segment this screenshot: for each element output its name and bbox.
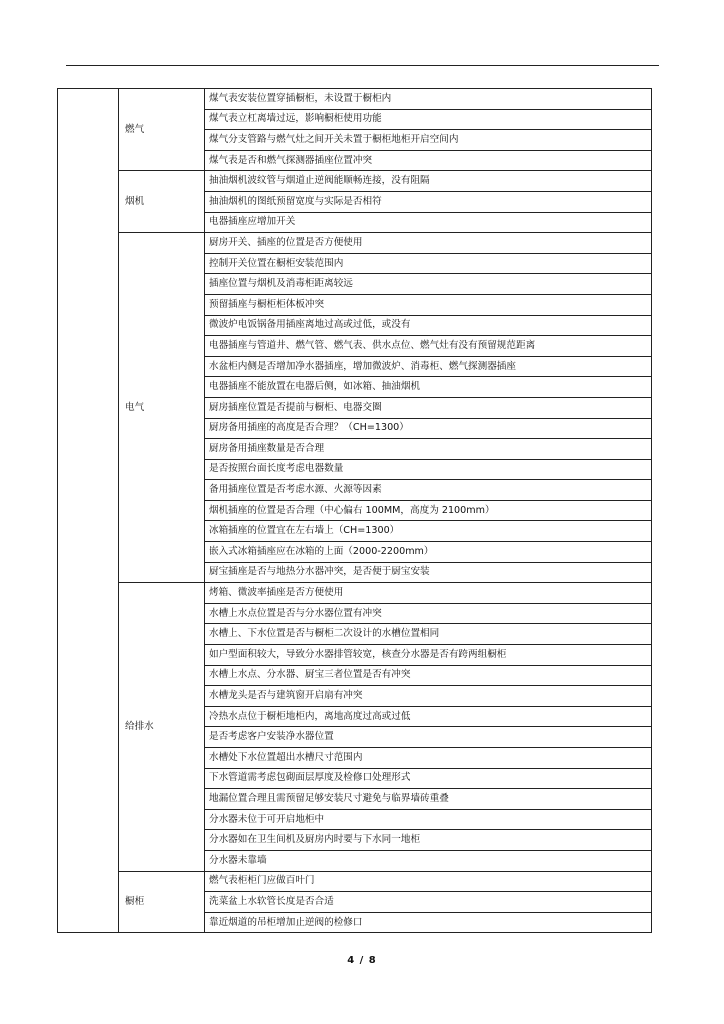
check-item: 煤气表安装位置穿插橱柜，未设置于橱柜内 — [205, 89, 652, 110]
table-row — [58, 89, 652, 110]
check-item: 是否按照台面长度考虑电器数量 — [205, 459, 652, 480]
check-item: 是否考虑客户安装净水器位置 — [205, 727, 652, 748]
check-item: 水槽龙头是否与建筑窗开启扇有冲突 — [205, 686, 652, 707]
check-item: 水槽处下水位置超出水槽尺寸范围内 — [205, 748, 652, 769]
check-item: 地漏位置合理且需预留足够安装尺寸避免与临界墙砖重叠 — [205, 789, 652, 810]
check-item: 厨房插座位置是否提前与橱柜、电器交圈 — [205, 397, 652, 418]
check-item: 电器插座应增加开关 — [205, 212, 652, 233]
page-number: 4 / 8 — [347, 955, 377, 966]
table-row — [58, 871, 652, 892]
check-item: 厨房备用插座数量是否合理 — [205, 439, 652, 460]
check-item: 嵌入式冰箱插座应在冰箱的上面（2000-2200mm） — [205, 542, 652, 563]
check-item: 烤箱、微波率插座是否方便使用 — [205, 583, 652, 604]
check-item: 洗菜盆上水软管长度是否合适 — [205, 892, 652, 913]
check-item: 分水器未位于可开启地柜中 — [205, 809, 652, 830]
check-item: 冰箱插座的位置宜在左右墙上（CH=1300） — [205, 521, 652, 542]
check-item: 靠近烟道的吊柜增加止逆阀的检修口 — [205, 912, 652, 933]
check-item: 备用插座位置是否考虑水源、火源等因素 — [205, 480, 652, 501]
check-item: 控制开关位置在橱柜安装范围内 — [205, 253, 652, 274]
check-item: 微波炉电饭锅备用插座离地过高或过低，或没有 — [205, 315, 652, 336]
check-item: 水盆柜内侧是否增加净水器插座，增加微波炉、消毒柜、燃气探测器插座 — [205, 356, 652, 377]
table-row — [58, 171, 652, 192]
checklist-table — [57, 88, 652, 933]
check-item: 厨宝插座是否与地热分水器冲突，是否便于厨宝安装 — [205, 562, 652, 583]
check-item: 电器插座与管道井、燃气管、燃气表、供水点位、燃气灶有没有预留规范距离 — [205, 336, 652, 357]
category-cell: 燃气 — [119, 89, 205, 171]
check-item: 预留插座与橱柜柜体板冲突 — [205, 294, 652, 315]
check-item: 煤气表是否和燃气探测器插座位置冲突 — [205, 150, 652, 171]
check-item: 下水管道需考虑包砌面层厚度及检修口处理形式 — [205, 768, 652, 789]
header-rule — [66, 65, 659, 66]
check-item: 水槽上水点、分水器、厨宝三者位置是否有冲突 — [205, 665, 652, 686]
check-item: 水槽上、下水位置是否与橱柜二次设计的水槽位置相同 — [205, 624, 652, 645]
check-item: 煤气表立杠离墙过远，影响橱柜使用功能 — [205, 109, 652, 130]
table-row — [58, 583, 652, 604]
check-item: 如户型面积较大，导致分水器排管较宽，核查分水器是否有跨两组橱柜 — [205, 645, 652, 666]
check-item: 分水器如在卫生间机及厨房内时要与下水同一地柜 — [205, 830, 652, 851]
category-cell: 烟机 — [119, 171, 205, 233]
table-row — [58, 233, 652, 254]
check-item: 燃气表柜柜门应做百叶门 — [205, 871, 652, 892]
section-cell — [58, 89, 119, 933]
check-item: 插座位置与烟机及消毒柜距离较远 — [205, 274, 652, 295]
check-item: 水槽上水点位置是否与分水器位置有冲突 — [205, 603, 652, 624]
category-cell: 给排水 — [119, 583, 205, 871]
category-cell: 橱柜 — [119, 871, 205, 933]
check-item: 厨房备用插座的高度是否合理？（CH=1300） — [205, 418, 652, 439]
check-item: 冷热水点位于橱柜地柜内，离地高度过高或过低 — [205, 706, 652, 727]
check-item: 烟机插座的位置是否合理（中心偏右 100MM，高度为 2100mm） — [205, 500, 652, 521]
check-item: 分水器未靠墙 — [205, 850, 652, 871]
category-cell: 电气 — [119, 233, 205, 583]
check-item: 厨房开关、插座的位置是否方便使用 — [205, 233, 652, 254]
check-item: 抽油烟机波纹管与烟道止逆阀能顺畅连接，没有阻隔 — [205, 171, 652, 192]
check-item: 煤气分支管路与燃气灶之间开关未置于橱柜地柜开启空间内 — [205, 130, 652, 151]
check-item: 抽油烟机的图纸预留宽度与实际是否相符 — [205, 191, 652, 212]
checklist-body — [58, 89, 652, 933]
check-item: 电器插座不能放置在电器后侧，如冰箱、抽油烟机 — [205, 377, 652, 398]
